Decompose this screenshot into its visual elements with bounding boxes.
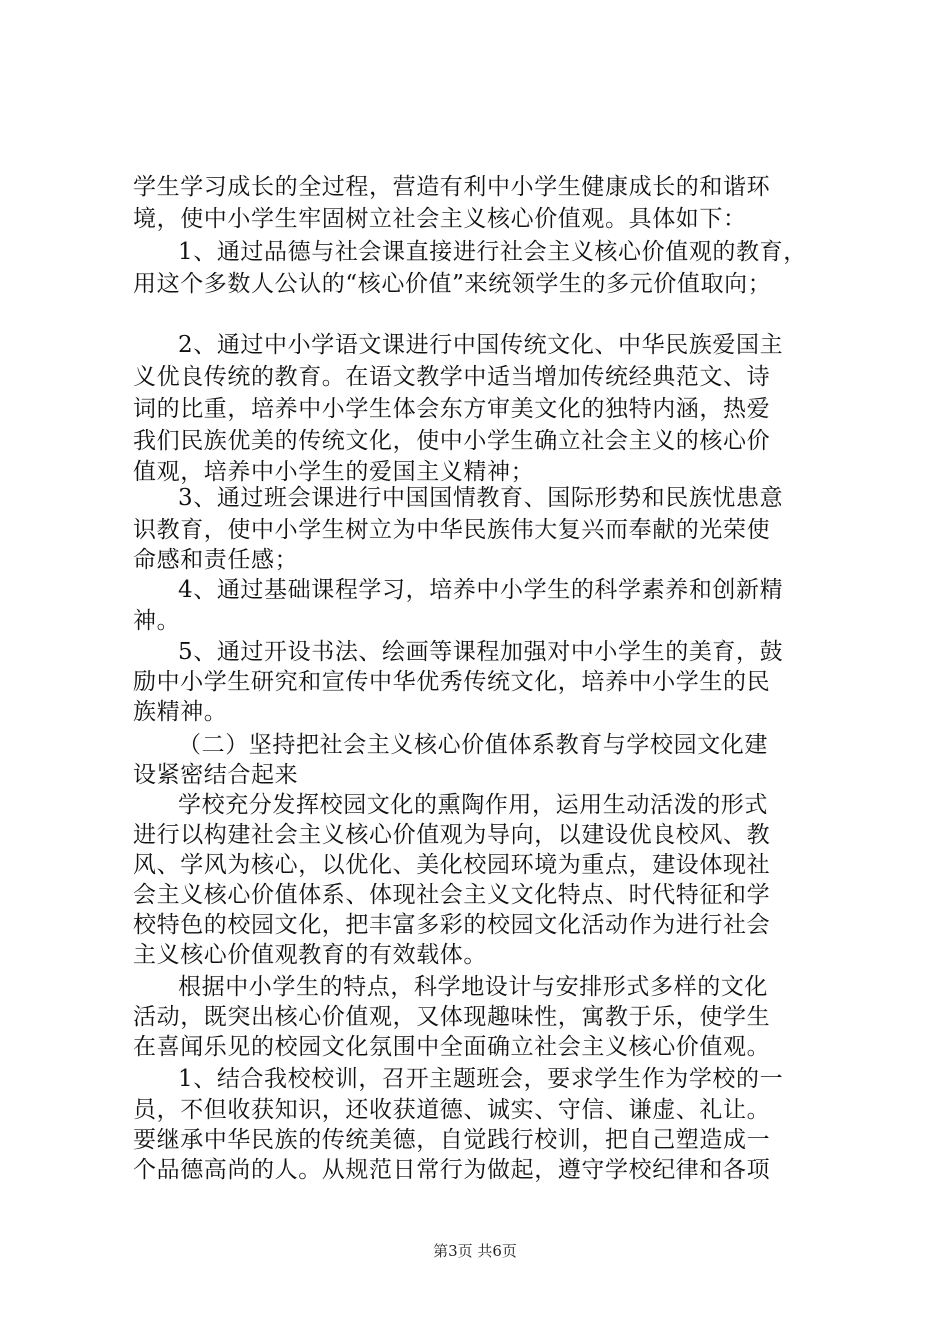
text-line: 要继承中华民族的传统美德，自觉践行校训，把自己塑造成一 (133, 1127, 771, 1153)
page-number: 第3页 共6页 (433, 1242, 517, 1260)
text-line: 3、通过班会课进行中国国情教育、国际形势和民族忧患意 (178, 485, 784, 511)
text-line: 进行以构建社会主义核心价值观为导向，以建设优良校风、教 (133, 822, 771, 848)
text-line: 神。 (133, 608, 181, 634)
text-line: 2、通过中小学语文课进行中国传统文化、中华民族爱国主 (178, 332, 784, 358)
text-line: 学校充分发挥校园文化的熏陶作用，运用生动活泼的形式 (178, 792, 768, 818)
text-line: 用这个多数人公认的“核心价值”来统领学生的多元价值取向； (133, 271, 772, 297)
text-line: 值观，培养中小学生的爱国主义精神； (133, 459, 535, 485)
text-line: 1、通过品德与社会课直接进行社会主义核心价值观的教育， (178, 239, 807, 265)
text-line: 词的比重，培养中小学生体会东方审美文化的独特内涵，热爱 (133, 396, 771, 422)
text-line: 励中小学生研究和宣传中华优秀传统文化，培养中小学生的民 (133, 669, 771, 695)
text-line: 员，不但收获知识，还收获道德、诚实、守信、谦虚、礼让。 (133, 1097, 771, 1123)
text-line: 境，使中小学生牢固树立社会主义核心价值观。具体如下： (133, 206, 747, 232)
text-line: 学生学习成长的全过程，营造有利中小学生健康成长的和谐环 (133, 174, 771, 200)
text-line: 主义核心价值观教育的有效载体。 (133, 942, 487, 968)
text-line: 在喜闻乐见的校园文化氛围中全面确立社会主义核心价值观。 (133, 1034, 771, 1060)
section-heading: （二）坚持把社会主义核心价值体系教育与学校园文化建 (178, 732, 768, 758)
section-heading: 设紧密结合起来 (133, 762, 299, 788)
text-line: 我们民族优美的传统文化，使中小学生确立社会主义的核心价 (133, 428, 771, 454)
text-line: 根据中小学生的特点，科学地设计与安排形式多样的文化 (178, 974, 768, 1000)
text-line: 4、通过基础课程学习，培养中小学生的科学素养和创新精 (178, 577, 784, 603)
text-line: 校特色的校园文化，把丰富多彩的校园文化活动作为进行社会 (133, 912, 771, 938)
text-line: 个品德高尚的人。从规范日常行为做起，遵守学校纪律和各项 (133, 1157, 771, 1183)
text-line: 会主义核心价值体系、体现社会主义文化特点、时代特征和学 (133, 882, 771, 908)
text-line: 活动，既突出核心价值观，又体现趣味性，寓教于乐，使学生 (133, 1004, 771, 1030)
text-line: 1、结合我校校训，召开主题班会，要求学生作为学校的一 (178, 1066, 784, 1092)
text-line: 义优良传统的教育。在语文教学中适当增加传统经典范文、诗 (133, 364, 771, 390)
text-line: 命感和责任感； (133, 547, 299, 573)
text-line: 识教育，使中小学生树立为中华民族伟大复兴而奉献的光荣使 (133, 517, 771, 543)
text-line: 风、学风为核心，以优化、美化校园环境为重点，建设体现社 (133, 852, 771, 878)
text-line: 族精神。 (133, 699, 228, 725)
text-line: 5、通过开设书法、绘画等课程加强对中小学生的美育，鼓 (178, 639, 784, 665)
